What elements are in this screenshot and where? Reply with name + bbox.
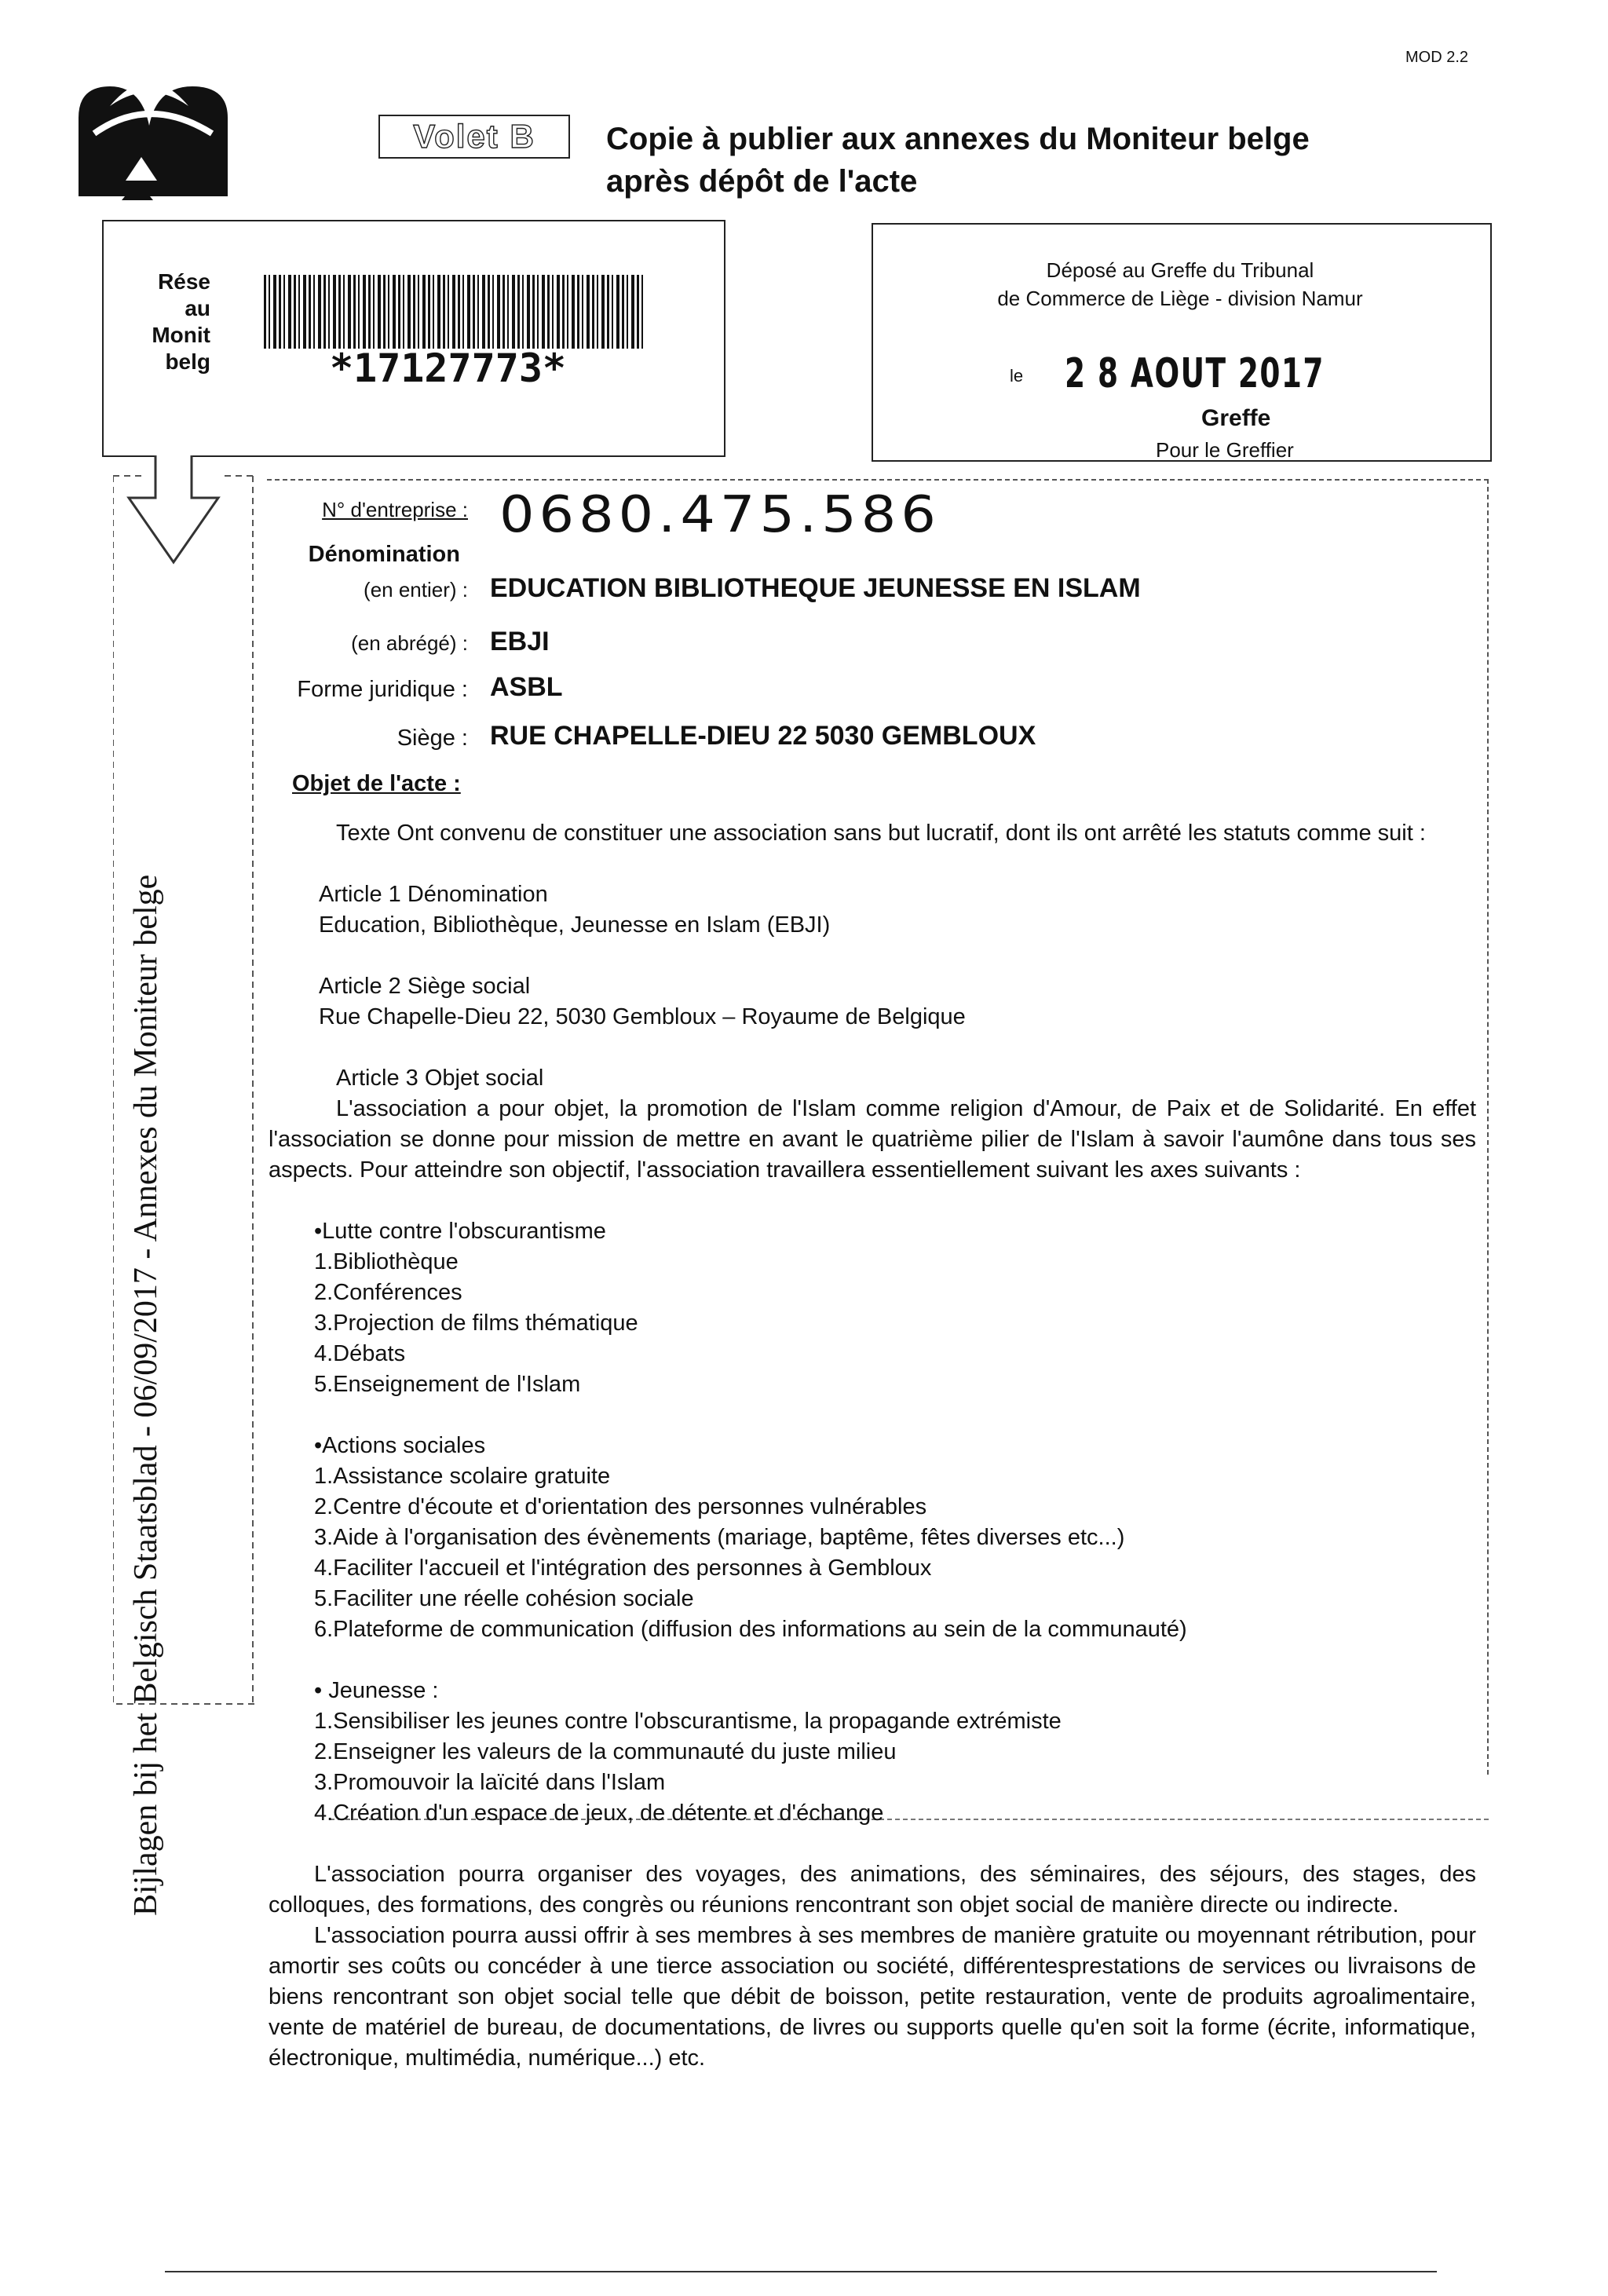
- list-item: 2.Enseigner les valeurs de la communauté du juste milieu: [314, 1739, 897, 1764]
- en-abrege-label: (en abrégé) :: [351, 631, 468, 655]
- list-item: 3.Projection de films thématique: [314, 1311, 638, 1336]
- deposit-text: Déposé au Greffe du Tribunal de Commerce de Liège - division Namur: [997, 258, 1363, 310]
- form-code: MOD 2.2: [1405, 49, 1469, 66]
- list-item: 2.Conférences: [314, 1280, 462, 1305]
- title-line-1: Copie à publier aux annexes du Moniteur belge: [606, 122, 1310, 156]
- list-item: 3.Promouvoir la laïcité dans l'Islam: [314, 1770, 666, 1795]
- top-dashed-rule: [267, 479, 1489, 481]
- annexes-vertical-label: Bijlagen bij het Belgisch Staatsblad - 06/09/2017 - Annexes du Moniteur belge: [128, 874, 164, 1916]
- forme-label: Forme juridique :: [297, 677, 468, 702]
- en-entier-label: (en entier) :: [364, 578, 468, 601]
- paragraph-prestations: L'association pourra aussi offrir à ses membres à ses membres de manière gratuite ou moyennant rétribution, pour amortir ses coûts ou concéder à une tierce association ou société, différentesprestations de services ou livraisons de biens rencontrant son objet social telle que débit de boisson, petite restauration, vente de produits agroalimentaire, vente de matériel de bureau, de documentations, de livres ou supports quelle qu'en soit la forme (écrite, informatique, électronique, multimédia, numérique...) etc.: [269, 1923, 1476, 2071]
- list-item: 1.Assistance scolaire gratuite: [314, 1464, 611, 1489]
- forme-value: ASBL: [490, 672, 563, 702]
- list-item: 6.Plateforme de communication (diffusion des informations au sein de la communauté): [314, 1617, 1187, 1642]
- article-1-title: Article 1 Dénomination: [319, 882, 548, 907]
- list-item: 1.Sensibiliser les jeunes contre l'obscurantisme, la propagande extrémiste: [314, 1709, 1062, 1734]
- list-2-heading: •Actions sociales: [314, 1433, 486, 1458]
- list-item: 4.Débats: [314, 1341, 406, 1366]
- volet-b-label: Volet B: [378, 115, 570, 159]
- objet-label: Objet de l'acte :: [292, 771, 461, 796]
- reserved-text: Rése au Monit belg: [152, 269, 210, 374]
- list-item: 2.Centre d'écoute et d'orientation des personnes vulnérables: [314, 1494, 927, 1519]
- document-title: [606, 118, 1310, 203]
- intro-paragraph: Texte Ont convenu de constituer une association sans but lucratif, dont ils ont arrêté les statuts comme suit :: [336, 821, 1426, 846]
- barcode: [264, 275, 645, 349]
- siege-label: Siège :: [397, 726, 468, 751]
- bottom-rule: [165, 2271, 1437, 2272]
- date-prefix: le: [1010, 366, 1024, 386]
- entreprise-label: N° d'entreprise :: [322, 498, 468, 521]
- title-line-2: après dépôt de l'acte: [606, 164, 918, 199]
- denomination-label: Dénomination: [308, 542, 460, 567]
- greffe-label: Greffe: [1201, 405, 1271, 431]
- list-item: 1.Bibliothèque: [314, 1249, 459, 1274]
- acte-body: [269, 818, 1476, 2074]
- article-3-title: Article 3 Objet social: [336, 1066, 544, 1091]
- list-item: 5.Faciliter une réelle cohésion sociale: [314, 1586, 694, 1611]
- list-item: 5.Enseignement de l'Islam: [314, 1372, 581, 1397]
- entreprise-number: 0680.475.586: [499, 484, 941, 544]
- date-stamp: 2 8 AOUT 2017: [1065, 350, 1325, 397]
- list-item: 3.Aide à l'organisation des évènements (mariage, baptême, fêtes diverses etc...): [314, 1525, 1125, 1550]
- paragraph-voyages: L'association pourra organiser des voyages, des animations, des séminaires, des séjours, des stages, des colloques, des formations, des congrès ou réunions rencontrant son objet social de manière directe ou indirecte.: [269, 1862, 1476, 1918]
- pour-le-greffier: Pour le Greffier: [1156, 438, 1294, 459]
- article-2-title: Article 2 Siège social: [319, 974, 531, 999]
- article-3-text: L'association a pour objet, la promotion de l'Islam comme religion d'Amour, de Paix et de Solidarité. En effet l'association se donne pour mission de mettre en avant le quatrième pilier de l'Islam à savoir l'aumône dans tous ses aspects. Pour atteindre son objectif, l'association travaillera essentiellement suivant les axes suivants :: [269, 1096, 1476, 1183]
- list-1-heading: •Lutte contre l'obscurantisme: [314, 1219, 606, 1244]
- article-1-text: Education, Bibliothèque, Jeunesse en Islam (EBJI): [319, 912, 831, 938]
- en-entier-value: EDUCATION BIBLIOTHEQUE JEUNESSE EN ISLAM: [490, 573, 1141, 603]
- barcode-number: *17127773*: [330, 345, 567, 391]
- list-item: 4.Création d'un espace de jeux, de détente et d'échange: [314, 1801, 884, 1826]
- right-dashed-rule: [1487, 479, 1489, 1775]
- article-2-text: Rue Chapelle-Dieu 22, 5030 Gembloux – Royaume de Belgique: [319, 1004, 966, 1029]
- en-abrege-value: EBJI: [490, 627, 550, 656]
- down-arrow-icon: [122, 455, 225, 565]
- moniteur-logo: [63, 63, 267, 204]
- list-item: 4.Faciliter l'accueil et l'intégration des personnes à Gembloux: [314, 1556, 932, 1581]
- list-3-heading: • Jeunesse :: [314, 1678, 439, 1703]
- siege-value: RUE CHAPELLE-DIEU 22 5030 GEMBLOUX: [490, 721, 1036, 751]
